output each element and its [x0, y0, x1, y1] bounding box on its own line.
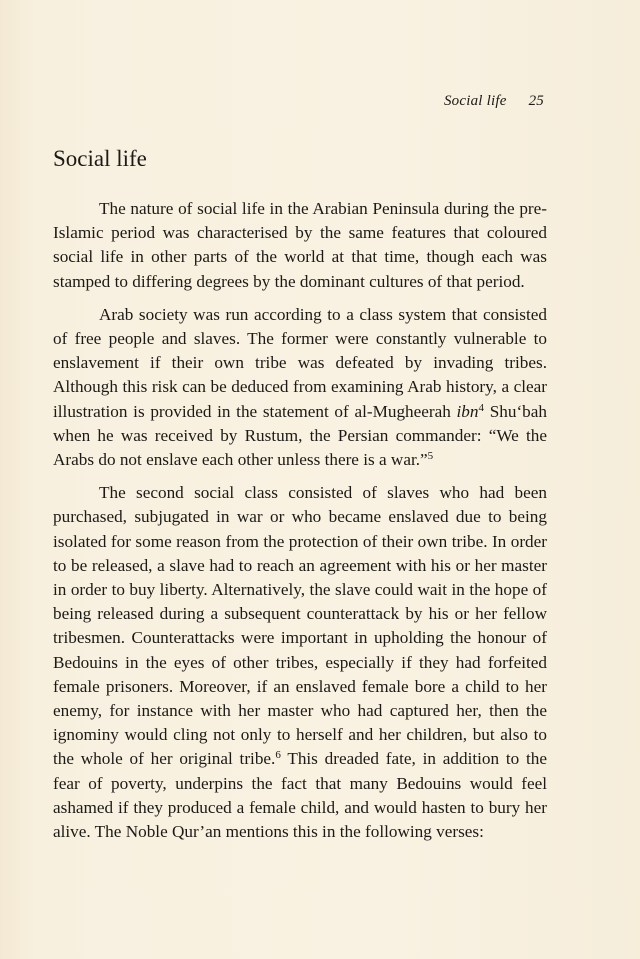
paragraph-1: The nature of social life in the Arabian Peninsula during the pre-Islamic period was characterised by the same features that coloured social life in other parts of the world at that time, though each was stamped to differing degrees by the dominant cultures of that period.: [53, 199, 547, 291]
running-head-section: Social life: [443, 93, 507, 109]
footnote-ref-5: 5: [427, 450, 434, 463]
page-number: 25: [528, 93, 544, 109]
paragraph-3: [53, 481, 547, 844]
footnote-ref-4: 4: [478, 401, 484, 414]
paragraph-2-text-b: Shu‘bah when he was received by Rustum, the Persian commander: “We the Arabs do not enslave each other unless there is a war.”: [53, 401, 547, 470]
ibn-word: ibn: [456, 401, 479, 421]
paragraph-2-text-a: Arab society was run according to a class system that consisted of free people and slaves. The former were constantly vulnerable to enslavement if their own tribe was defeated by invading tribes. Although this risk can be deduced from examining Arab history, a clear illustration is provided in the statement of al-Mugheerah: [53, 304, 547, 421]
paragraph-3-text-b: This dreaded fate, in addition to the fear of poverty, underpins the fact that many Bedouins would feel ashamed if they produced a female child, and would hasten to bury her alive. The Noble Qur’an mentions this in the following verses:: [53, 749, 547, 842]
running-head: [444, 93, 544, 110]
paragraph-3-text-a: The second social class consisted of slaves who had been purchased, subjugated in war or who became enslaved due to being isolated for some reason from the protection of their own tribe. In order to be released, a slave had to reach an agreement with his or her master in order to buy liberty. Alternatively, the slave could wait in the hope of being released during a subsequent counterattack by his or her fellow tribesmen. Counterattacks were important in upholding the honour of Bedouins in the eyes of other tribes, especially if they had forfeited female prisoners. Moreover, if an enslaved female bore a child to her enemy, for instance with her master who had captured her, then the ignominy would cling not only to herself and her children, but also to the whole of her original tribe.: [53, 483, 547, 769]
paragraph-2: [53, 303, 547, 472]
footnote-ref-6: 6: [275, 749, 281, 762]
body-text: [53, 197, 547, 853]
chapter-title: Social life: [53, 146, 147, 171]
